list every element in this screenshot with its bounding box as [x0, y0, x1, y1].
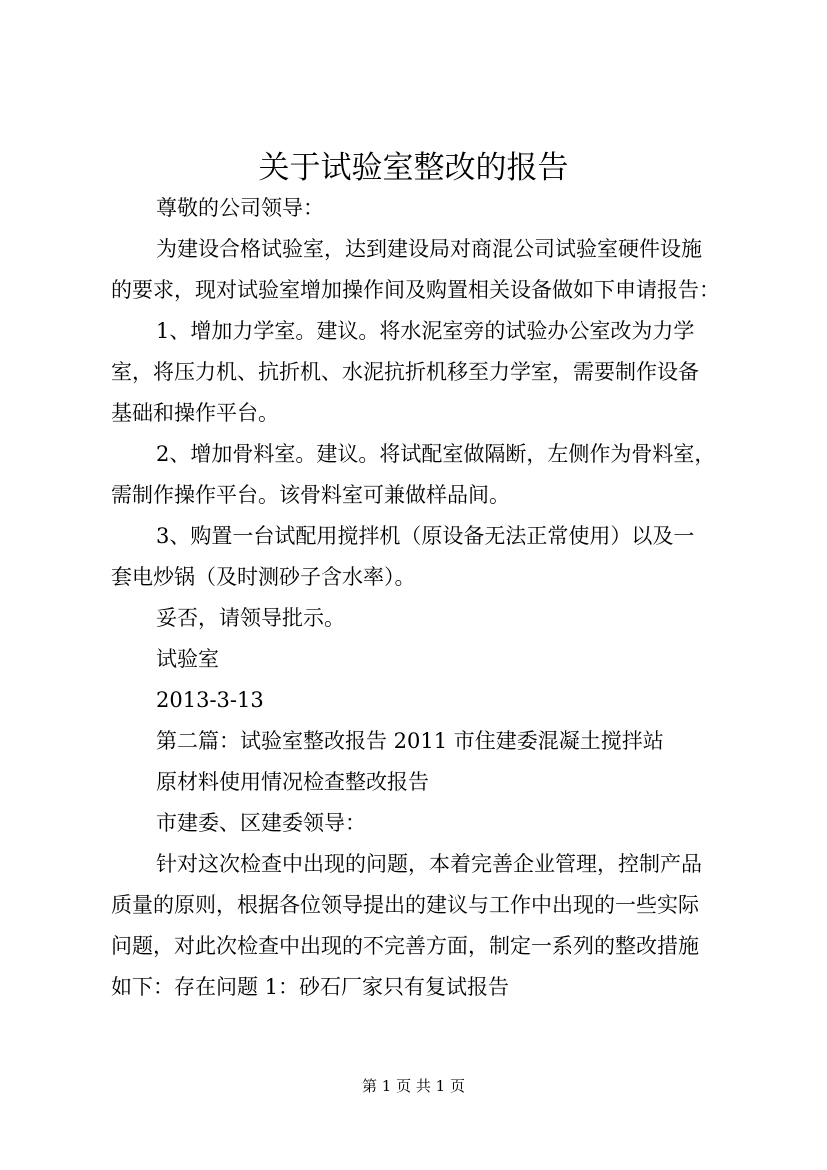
page-footer: 第 1 页 共 1 页 — [362, 1077, 465, 1095]
paragraph-line: 针对这次检查中出现的问题，本着完善企业管理，控制产品 — [156, 852, 702, 876]
paragraph-line: 问题，对此次检查中出现的不完善方面，制定一系列的整改措施 — [111, 934, 699, 958]
paragraph-line: 如下：存在问题 1：砂石厂家只有复试报告 — [111, 975, 510, 999]
paragraph-line: 妥否，请领导批示。 — [156, 606, 345, 630]
paragraph-line: 试验室 — [156, 647, 219, 671]
paragraph-line: 基础和操作平台。 — [111, 401, 279, 425]
paragraph-line: 尊敬的公司领导： — [156, 196, 324, 220]
paragraph-line: 第二篇：试验室整改报告 2011 市住建委混凝土搅拌站 — [156, 729, 664, 753]
document-body — [111, 188, 721, 1008]
paragraph-line: 2、增加骨料室。建议。将试配室做隔断，左侧作为骨料室， — [156, 442, 716, 466]
paragraph-line: 为建设合格试验室，达到建设局对商混公司试验室硬件设施 — [156, 237, 702, 261]
paragraph-line: 2013-3-13 — [156, 688, 264, 712]
paragraph-line: 室，将压力机、抗折机、水泥抗折机移至力学室，需要制作设备 — [111, 360, 699, 384]
paragraph-line: 套电炒锅（及时测砂子含水率）。 — [111, 565, 416, 589]
paragraph-line: 市建委、区建委领导： — [156, 811, 366, 835]
paragraph-line: 1、增加力学室。建议。将水泥室旁的试验办公室改为力学 — [156, 319, 695, 343]
paragraph-line: 质量的原则，根据各位领导提出的建议与工作中出现的一些实际 — [111, 893, 699, 917]
paragraph-line: 的要求，现对试验室增加操作间及购置相关设备做如下申请报告： — [111, 278, 720, 302]
paragraph-line: 3、购置一台试配用搅拌机（原设备无法正常使用）以及一 — [156, 524, 695, 548]
document-title: 关于试验室整改的报告 — [258, 150, 569, 186]
paragraph-line: 原材料使用情况检查整改报告 — [156, 770, 429, 794]
paragraph-line: 需制作操作平台。该骨料室可兼做样品间。 — [111, 483, 510, 507]
